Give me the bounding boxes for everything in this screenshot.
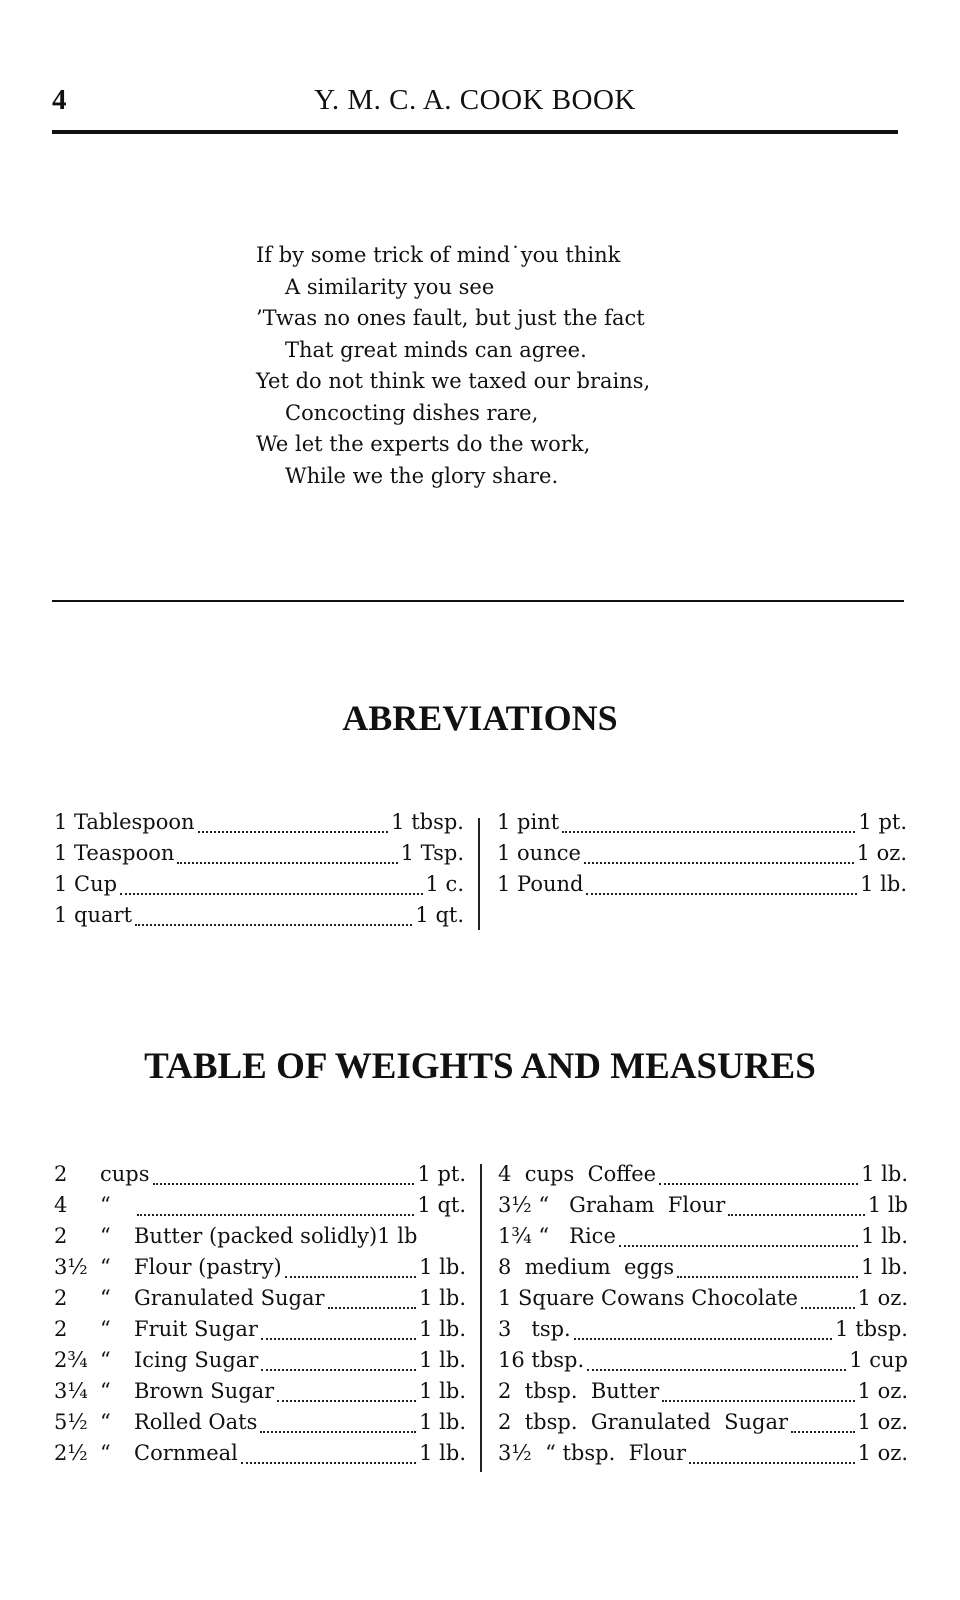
measure-value: 1 pt.: [417, 1162, 466, 1186]
abbreviation-value: 1 pt.: [858, 810, 907, 834]
dot-leader: [728, 1214, 865, 1216]
measure-quantity: 2: [54, 1317, 68, 1341]
measure-item: Granulated Sugar: [134, 1286, 325, 1310]
poem-line: If by some trick of mind˙you think: [256, 243, 621, 267]
abbreviation-row: [497, 872, 907, 903]
abbreviation-value: 1 oz.: [856, 841, 907, 865]
poem-line: Yet do not think we taxed our brains,: [256, 369, 651, 393]
ditto-mark: “: [100, 1224, 111, 1248]
measure-value: 1 lb.: [419, 1255, 466, 1279]
column-divider: [478, 818, 480, 930]
dot-leader: [689, 1462, 854, 1464]
page-number: 4: [52, 84, 67, 116]
measure-item: Flour (pastry): [134, 1255, 282, 1279]
poem-line: We let the experts do the work,: [256, 432, 591, 456]
abbreviation-row: [497, 841, 907, 872]
measure-value: 1 cup: [849, 1348, 908, 1372]
measure-value: 1 oz.: [857, 1379, 908, 1403]
measure-item: 16 tbsp.: [498, 1348, 585, 1372]
dot-leader: [791, 1431, 855, 1433]
measure-row: [498, 1317, 908, 1348]
measure-quantity: 3¼: [54, 1379, 88, 1403]
measure-value: 1 lb.: [419, 1348, 466, 1372]
abbreviation-value: 1 Tsp.: [400, 841, 464, 865]
measure-item: Rolled Oats: [134, 1410, 258, 1434]
measure-quantity: 3½: [54, 1255, 88, 1279]
measure-unit: cups: [100, 1162, 150, 1186]
abbreviation-value: 1 c.: [425, 872, 464, 896]
measure-value: 1 qt.: [417, 1193, 466, 1217]
dot-leader: [562, 831, 855, 833]
ditto-mark: “: [100, 1317, 111, 1341]
measure-row: [54, 1410, 466, 1441]
measure-item: Icing Sugar: [134, 1348, 259, 1372]
abbreviation-term: 1 Cup: [54, 872, 118, 896]
dot-leader: [261, 1338, 416, 1340]
abbreviation-row: [54, 872, 464, 903]
dot-leader: [198, 831, 389, 833]
measure-value: 1 oz.: [857, 1441, 908, 1465]
poem: [256, 240, 650, 492]
abbreviations-heading: ABREVIATIONS: [342, 698, 618, 738]
dot-leader: [177, 862, 397, 864]
measure-row: [498, 1286, 908, 1317]
abbreviation-term: 1 Tablespoon: [54, 810, 195, 834]
dot-leader: [587, 1369, 846, 1371]
dot-leader: [153, 1183, 415, 1185]
poem-line: ’Twas no ones fault, but just the fact: [256, 306, 645, 330]
measure-row: [498, 1193, 908, 1224]
measure-item: Cornmeal: [134, 1441, 238, 1465]
dot-leader: [137, 1214, 414, 1216]
dot-leader: [584, 862, 854, 864]
measure-row: [54, 1379, 466, 1410]
measure-item: 3½ “ tbsp. Flour: [498, 1441, 687, 1465]
weights-left-column: [54, 1162, 466, 1472]
abbreviations-left-column: [54, 810, 464, 934]
measure-quantity: 2: [54, 1286, 68, 1310]
column-divider: [480, 1164, 482, 1472]
measure-row: [498, 1441, 908, 1472]
measure-item: Brown Sugar: [134, 1379, 275, 1403]
ditto-mark: “: [100, 1410, 111, 1434]
abbreviation-row: [497, 810, 907, 841]
abbreviation-row: [54, 810, 464, 841]
measure-row: [54, 1348, 466, 1379]
dot-leader: [662, 1400, 854, 1402]
dot-leader: [120, 893, 422, 895]
measure-item: 8 medium eggs: [498, 1255, 675, 1279]
measure-value: 1 lb.: [419, 1317, 466, 1341]
header-rule: [52, 130, 898, 134]
dot-leader: [619, 1245, 858, 1247]
ditto-mark: “: [100, 1193, 111, 1217]
measure-row: [498, 1379, 908, 1410]
measure-value: 1 lb.: [419, 1441, 466, 1465]
measure-row: [498, 1255, 908, 1286]
dot-leader: [677, 1276, 858, 1278]
abbreviation-value: 1 qt.: [415, 903, 464, 927]
measure-value: 1 oz.: [857, 1410, 908, 1434]
measure-value: 1 lb.: [861, 1224, 908, 1248]
ditto-mark: “: [100, 1286, 111, 1310]
measure-item: 2 tbsp. Granulated Sugar: [498, 1410, 789, 1434]
measure-value: 1 oz.: [857, 1286, 908, 1310]
abbreviation-value: 1 lb.: [860, 872, 907, 896]
measure-row: [54, 1317, 466, 1348]
measure-row: [54, 1255, 466, 1286]
measure-item: Butter (packed solidly): [134, 1224, 378, 1248]
measure-quantity: 2¾: [54, 1348, 88, 1372]
dot-leader: [659, 1183, 858, 1185]
measure-item: Fruit Sugar: [134, 1317, 258, 1341]
measure-row: [498, 1348, 908, 1379]
poem-line: A similarity you see: [285, 274, 495, 299]
ditto-mark: “: [100, 1348, 111, 1372]
section-divider: [52, 600, 904, 602]
measure-value: 1 lb.: [419, 1379, 466, 1403]
abbreviation-value: 1 tbsp.: [391, 810, 464, 834]
measure-row: [498, 1410, 908, 1441]
dot-leader: [241, 1462, 416, 1464]
measure-value: 1 lb.: [861, 1255, 908, 1279]
measure-value: 1 lb.: [861, 1162, 908, 1186]
dot-leader: [574, 1338, 832, 1340]
measure-item: 1 Square Cowans Chocolate: [498, 1286, 798, 1310]
measure-quantity: 4: [54, 1193, 68, 1217]
running-title: Y. M. C. A. COOK BOOK: [314, 84, 636, 116]
measure-row: [54, 1193, 466, 1224]
measure-row: [54, 1441, 466, 1472]
measure-quantity: 2: [54, 1224, 68, 1248]
abbreviation-term: 1 Teaspoon: [54, 841, 175, 865]
abbreviation-term: 1 pint: [497, 810, 560, 834]
measure-item: 3½ “ Graham Flour: [498, 1193, 726, 1217]
measure-quantity: 5½: [54, 1410, 88, 1434]
measure-row: [54, 1162, 466, 1193]
measure-value: 1 lb: [867, 1193, 908, 1217]
measure-row: [54, 1224, 466, 1255]
measure-value: 1 lb: [377, 1224, 418, 1248]
measure-value: 1 lb.: [419, 1286, 466, 1310]
abbreviation-term: 1 quart: [54, 903, 133, 927]
ditto-mark: “: [100, 1441, 111, 1465]
weights-right-column: [498, 1162, 908, 1472]
measure-item: 1¾ “ Rice: [498, 1224, 616, 1248]
dot-leader: [801, 1307, 855, 1309]
abbreviation-term: 1 ounce: [497, 841, 581, 865]
page-header: [52, 84, 898, 124]
measure-item: 3 tsp.: [498, 1317, 571, 1341]
dot-leader: [586, 893, 857, 895]
measure-row: [54, 1286, 466, 1317]
poem-line: Concocting dishes rare,: [285, 400, 539, 425]
measure-item: 2 tbsp. Butter: [498, 1379, 660, 1403]
dot-leader: [277, 1400, 416, 1402]
measure-value: 1 tbsp.: [835, 1317, 908, 1341]
dot-leader: [328, 1307, 417, 1309]
measure-value: 1 lb.: [419, 1410, 466, 1434]
ditto-mark: “: [100, 1379, 111, 1403]
dot-leader: [135, 924, 412, 926]
abbreviation-row: [54, 903, 464, 934]
poem-line: While we the glory share.: [285, 463, 559, 488]
abbreviation-term: 1 Pound: [497, 872, 584, 896]
dot-leader: [285, 1276, 416, 1278]
ditto-mark: “: [100, 1255, 111, 1279]
dot-leader: [260, 1431, 416, 1433]
measure-row: [498, 1224, 908, 1255]
abbreviations-right-column: [497, 810, 907, 903]
measure-row: [498, 1162, 908, 1193]
measure-quantity: 2½: [54, 1441, 88, 1465]
weights-heading: TABLE OF WEIGHTS AND MEASURES: [144, 1046, 816, 1087]
dot-leader: [261, 1369, 416, 1371]
abbreviation-row: [54, 841, 464, 872]
measure-item: 4 cups Coffee: [498, 1162, 657, 1186]
poem-line: That great minds can agree.: [285, 337, 587, 362]
measure-quantity: 2: [54, 1162, 68, 1186]
